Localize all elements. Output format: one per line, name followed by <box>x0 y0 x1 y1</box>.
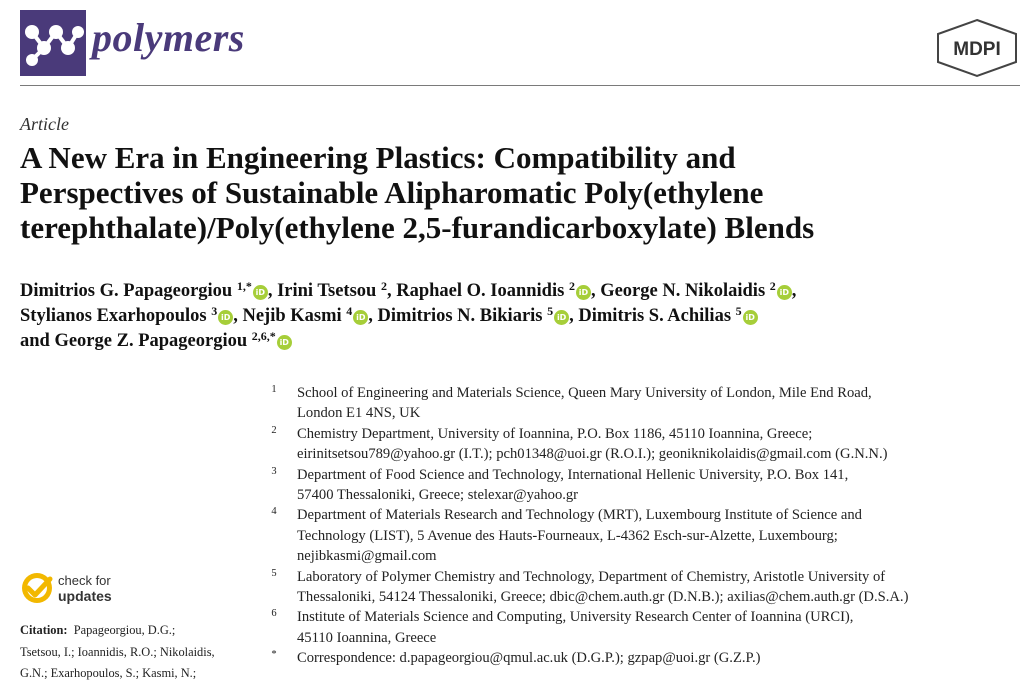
affiliation-number: 5 <box>271 567 277 579</box>
author-line: Dimitrios G. Papageorgiou $^{1,*}$ iD , Irini Tsetsou $^2$, Raphael O. Ioannidis $^2$ iD , George N. Nikolaidis $^2$ iD , <box>20 279 797 301</box>
orcid-icon[interactable]: iD <box>576 285 591 300</box>
affiliation-number: 4 <box>271 506 277 518</box>
orcid-icon[interactable]: iD <box>253 285 268 300</box>
affiliation-line: London E1 4NS, UK <box>297 405 421 422</box>
affiliation-number: * <box>271 649 277 661</box>
author-name[interactable]: Dimitris S. Achilias <box>578 306 732 326</box>
author-affiliation-sup: 2 <box>769 279 776 293</box>
author-name[interactable]: George N. Nikolaidis <box>600 281 766 301</box>
orcid-icon[interactable]: iD <box>554 310 569 325</box>
polymers-hexagon-logo-icon <box>20 10 86 76</box>
article-type-label: Article <box>20 114 69 134</box>
title-line: A New Era in Engineering Plastics: Compatibility and <box>20 140 736 175</box>
orcid-icon[interactable]: iD <box>743 310 758 325</box>
author-affiliation-sup: 2 <box>568 279 575 293</box>
author-name[interactable]: Dimitrios N. Bikiaris <box>377 306 543 326</box>
affiliation-item <box>268 424 1008 465</box>
citation-line: Tsetsou, I.; Ioannidis, R.O.; Nikolaidis, <box>20 644 215 659</box>
author-connector: and <box>20 331 50 351</box>
affiliation-item <box>268 505 1008 566</box>
author-affiliation-sup: 4 <box>346 304 353 318</box>
affiliation-number: 2 <box>271 424 277 436</box>
citation-label: Citation: <box>20 623 68 637</box>
affiliation-line: Department of Food Science and Technology, International Hellenic University, P.O. Box 141, <box>297 466 849 483</box>
mdpi-logo-text: MDPI <box>953 39 1001 60</box>
affiliation-line: School of Engineering and Materials Science, Queen Mary University of London, Mile End Road, <box>297 385 872 401</box>
author-name[interactable]: Nejib Kasmi <box>242 306 342 326</box>
author-affiliation-sup: 3 <box>211 304 218 318</box>
citation-text: Papageorgiou, D.G.; <box>73 623 176 637</box>
affiliation-item <box>268 607 1008 648</box>
author-list <box>20 279 1010 354</box>
citation-line <box>20 620 255 642</box>
affiliation-item <box>268 465 1008 506</box>
affiliation-item <box>268 567 1008 608</box>
author-name[interactable]: Stylianos Exarhopoulos <box>20 306 207 326</box>
author-name[interactable]: Irini Tsetsou <box>277 281 377 301</box>
author-affiliation-sup: 5 <box>735 304 742 318</box>
affiliation-line: Technology (LIST), 5 Avenue des Hauts-Fourneaux, L-4362 Esch-sur-Alzette, Luxembourg; <box>297 527 838 544</box>
affiliation-line: 45110 Ioannina, Greece <box>297 629 437 646</box>
title-line: Perspectives of Sustainable Alipharomatic Poly(ethylene <box>20 175 764 210</box>
affiliation-item <box>268 383 1008 424</box>
affiliation-line[interactable]: Thessaloniki, 54124 Thessaloniki, Greece; dbic@chem.auth.gr (D.N.B.); axilias@chem.auth.gr (D.S.A.) <box>297 589 909 606</box>
affiliation-line: Chemistry Department, University of Ioannina, P.O. Box 1186, 45110 Ioannina, Greece; <box>297 425 813 442</box>
correspondence-line[interactable]: Correspondence: d.papageorgiou@qmul.ac.uk (D.G.P.); gzpap@uoi.gr (G.Z.P.) <box>297 650 761 667</box>
article-title <box>20 140 1010 245</box>
header-divider <box>20 85 1020 86</box>
affiliation-number: 1 <box>271 384 277 395</box>
affiliation-list <box>268 383 1008 669</box>
author-affiliation-sup: 5 <box>547 304 554 318</box>
correspondence-item <box>268 648 1008 668</box>
affiliation-line: Department of Materials Research and Technology (MRT), Luxembourg Institute of Science and <box>297 507 862 524</box>
author-affiliation-sup: 1,* <box>236 279 252 293</box>
author-line: Stylianos Exarhopoulos $^3$ iD , Nejib Kasmi $^4$ iD , Dimitrios N. Bikiaris $^5$ iD , Dimitris S. Achilias $^5$ iD <box>20 304 1010 329</box>
author-name[interactable]: George Z. Papageorgiou <box>54 331 248 351</box>
updates-text: updates <box>58 588 112 604</box>
orcid-icon[interactable]: iD <box>218 310 233 325</box>
affiliation-line: Institute of Materials Science and Computing, University Research Center of Ioannina (URCI), <box>297 609 854 626</box>
title-line: terephthalate)/Poly(ethylene 2,5-furandicarboxylate) Blends <box>20 210 815 245</box>
author-line <box>20 329 1010 354</box>
affiliation-line[interactable]: nejibkasmi@gmail.com <box>297 548 437 565</box>
mdpi-logo-icon <box>934 18 1020 78</box>
affiliation-number: 3 <box>271 465 277 477</box>
affiliation-line[interactable]: eirinitsetsou789@yahoo.gr (I.T.); pch01348@uoi.gr (R.O.I.); geoniknikolaidis@gmail.com (G.N.N.) <box>297 446 888 463</box>
affiliation-number: 6 <box>271 608 277 620</box>
affiliation-line: Laboratory of Polymer Chemistry and Technology, Department of Chemistry, Aristotle University of <box>297 568 886 585</box>
author-name[interactable]: Raphael O. Ioannidis <box>396 281 565 301</box>
orcid-icon[interactable]: iD <box>277 335 292 350</box>
citation-line: G.N.; Exarhopoulos, S.; Kasmi, N.; <box>20 666 197 680</box>
affiliation-line[interactable]: 57400 Thessaloniki, Greece; stelexar@yahoo.gr <box>297 487 579 504</box>
author-affiliation-sup: 2,6,* <box>251 329 276 343</box>
check-updates-icon <box>20 571 54 605</box>
journal-name: polymers <box>92 15 245 60</box>
citation-block <box>20 620 255 685</box>
author-affiliation-sup: 2 <box>380 279 387 293</box>
check-for-updates-badge[interactable] <box>20 571 140 607</box>
orcid-icon[interactable]: iD <box>777 285 792 300</box>
check-for-text: check for <box>58 573 111 588</box>
orcid-icon[interactable]: iD <box>353 310 368 325</box>
journal-header <box>0 0 1024 90</box>
author-name[interactable]: Dimitrios G. Papageorgiou <box>20 281 233 301</box>
